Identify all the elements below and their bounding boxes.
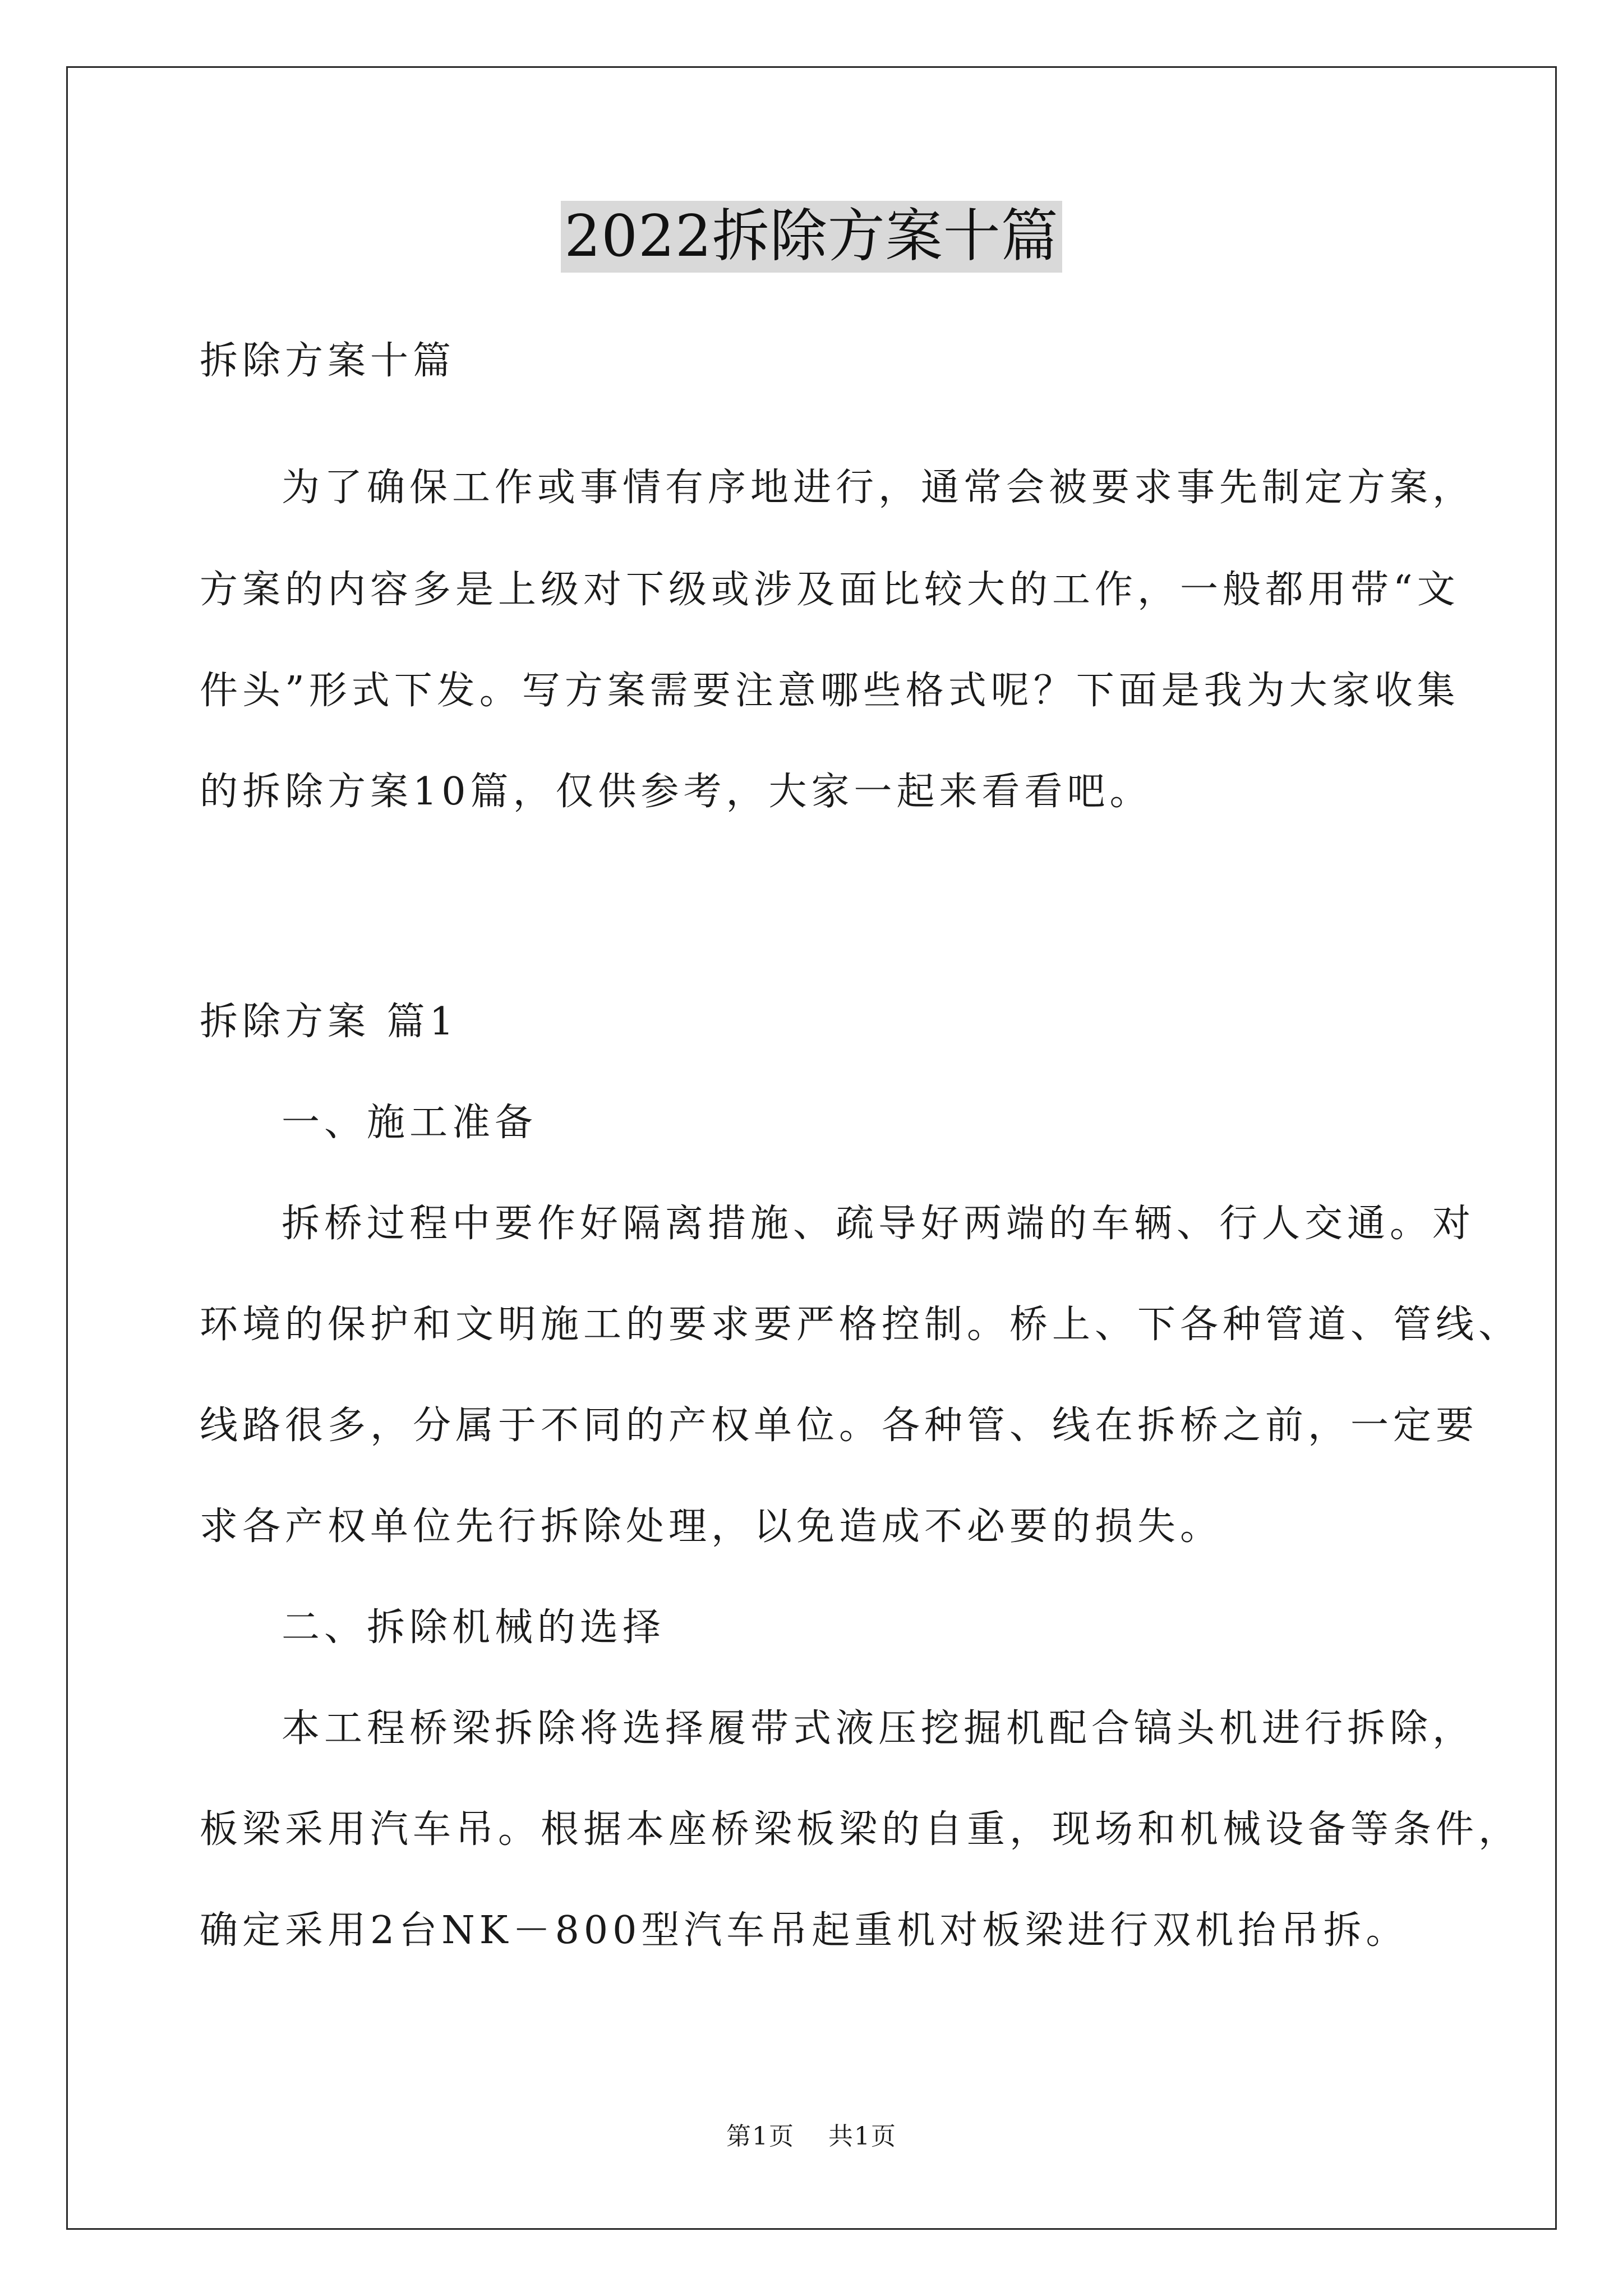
body-line: 拆桥过程中要作好隔离措施、疏导好两端的车辆、行人交通。对 (282, 1202, 1476, 1246)
page-number-current: 第1页 (726, 2122, 795, 2151)
title-container (0, 201, 1623, 273)
body-line: 方案的内容多是上级对下级或涉及面比较大的工作，一般都用带“文 (200, 568, 1460, 612)
page-border (66, 66, 1557, 2230)
body-line: 本工程桥梁拆除将选择履带式液压挖掘机配合镐头机进行拆除， (282, 1706, 1476, 1751)
body-line: 求各产权单位先行拆除处理，以免造成不必要的损失。 (200, 1504, 1223, 1549)
page-footer (0, 2122, 1623, 2152)
section-heading: 拆除方案 篇1 (200, 1000, 458, 1044)
subsection-heading: 一、施工准备 (282, 1101, 538, 1145)
body-line: 线路很多，分属于不同的产权单位。各种管、线在拆桥之前，一定要 (200, 1404, 1479, 1448)
body-line: 板梁采用汽车吊。根据本座桥梁板梁的自重，现场和机械设备等条件， (200, 1807, 1521, 1852)
body-line: 件头”形式下发。写方案需要注意哪些格式呢？下面是我为大家收集 (200, 669, 1460, 713)
body-line: 环境的保护和文明施工的要求要严格控制。桥上、下各种管道、管线、 (200, 1303, 1521, 1347)
body-line: 确定采用2台NK－800型汽车吊起重机对板梁进行双机抬吊拆。 (200, 1908, 1409, 1953)
body-line: 的拆除方案10篇，仅供参考，大家一起来看看吧。 (200, 770, 1152, 814)
document-title: 2022拆除方案十篇 (561, 201, 1062, 273)
page-number-total: 共1页 (828, 2122, 897, 2151)
subsection-heading: 二、拆除机械的选择 (282, 1605, 666, 1650)
body-line: 为了确保工作或事情有序地进行，通常会被要求事先制定方案， (282, 466, 1476, 510)
subtitle-line: 拆除方案十篇 (200, 339, 456, 383)
